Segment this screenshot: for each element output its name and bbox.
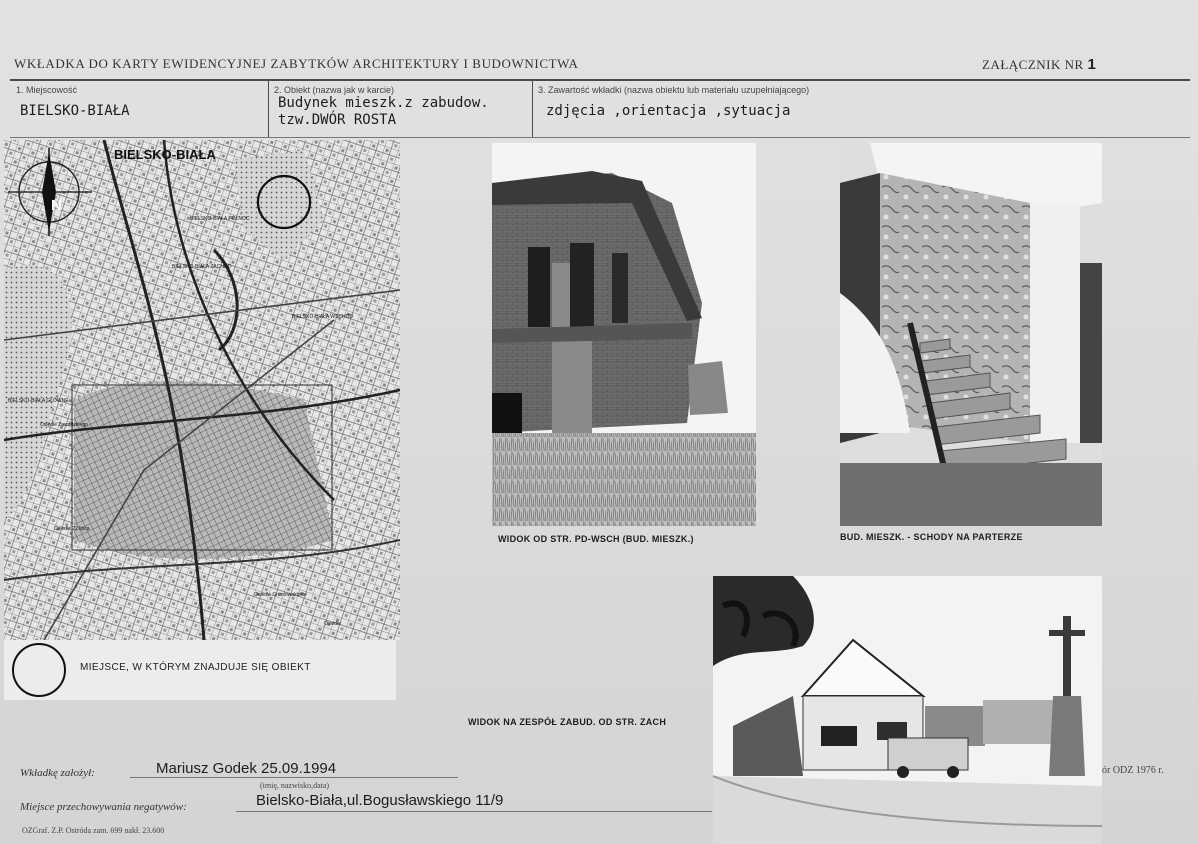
field-contents-label: 3. Zawartość wkładki (nazwa obiektu lub materiału uzupełniającego) [538,85,810,95]
map-drawing [4,140,400,640]
founded-underline [130,777,458,778]
photo-building-exterior [492,143,756,526]
map-label-east: BIELSKO-BIAŁA WSCHÓD [292,314,354,320]
header-rule [10,79,1190,81]
attachment-label [982,56,1096,73]
printer-info: OZGraf. Z.P. Ostróda zam. 699 nakł. 23.600 [22,826,165,835]
caption-photo-complex: WIDOK NA ZESPÓŁ ZABUD. OD STR. ZACH [468,717,667,727]
founded-label: Wkładkę założył: [20,767,95,779]
photo-staircase-drawing [840,143,1102,526]
storage-value: Bielsko-Biała,ul.Bogusławskiego 11/9 [256,792,504,809]
attachment-number: 1 [1087,56,1097,73]
attachment-label-text: ZAŁĄCZNIK NR [982,57,1084,72]
field-divider-2 [532,81,533,137]
document-title: WKŁADKA DO KARTY EWIDENCYJNEJ ZABYTKÓW ARCHITEKTURY I BUDOWNICTWA [14,56,579,71]
field-object-value-line1: Budynek mieszk.z zabudow. [278,95,489,111]
field-object-value-line2: tzw.DWÓR ROSTA [278,112,397,128]
map-title: BIELSKO-BIAŁA [114,147,216,162]
field-locality-value: BIELSKO-BIAŁA [20,103,130,119]
field-locality-label: 1. Miejscowość [16,85,78,95]
founded-hint: (imię, nazwisko,data) [260,781,330,790]
field-divider-1 [268,81,269,137]
legend-circle-icon [12,643,66,697]
storage-label: Miejsce przechowywania negatywów: [20,801,187,813]
map-label-zawadzkiego: Osiedle Zawadzkiego [40,422,88,428]
photo-complex-view [713,576,1102,844]
orientation-map [4,140,400,640]
photo-building-drawing [492,143,756,526]
fields-bottom-rule [10,137,1190,138]
map-label-grunwaldzkie: Osiedle Gruntowaldzkie [254,592,307,598]
field-object-label: 2. Obiekt (nazwa jak w karcie) [274,85,395,95]
founded-value: Mariusz Godek 25.09.1994 [156,760,337,777]
caption-photo-staircase: BUD. MIESZK. - SCHODY NA PARTERZE [840,532,1023,542]
storage-underline [236,811,712,812]
map-label-west: BIELSKO-BIAŁA ZACHÓD [172,264,232,270]
photo-complex-drawing [713,576,1102,844]
compass-letter: N [51,197,62,214]
legend-text: MIEJSCE, W KTÓRYM ZNAJDUJE SIĘ OBIEKT [80,662,311,673]
map-label-22lipca: Osiedle 22 lipca [54,526,90,532]
photo-staircase [840,143,1102,526]
caption-photo-exterior: WIDOK OD STR. PD-WSCH (BUD. MIESZK.) [498,534,694,544]
map-label-north: BIELSKO-BIAŁA PÓŁNOC [190,216,250,222]
map-label-main: BIELSKO-BIAŁA GŁÓWNE [8,398,69,404]
field-contents-value: zdjęcia ,orientacja ,sytuacja [546,103,791,119]
map-label-osiedle: Osiedle [324,621,341,627]
form-code: ór ODZ 1976 r. [1102,765,1164,776]
